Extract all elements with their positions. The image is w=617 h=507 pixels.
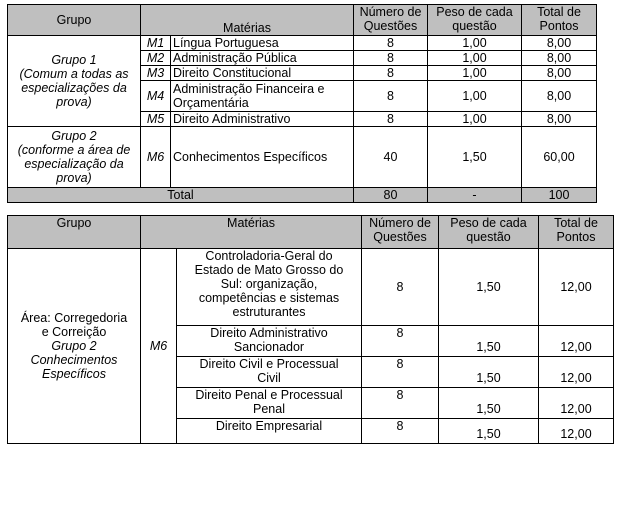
peso-value: 1,50	[428, 127, 522, 188]
header-grupo: Grupo	[8, 216, 141, 249]
materia-line: Orçamentária	[173, 96, 249, 110]
materia-name: Administração Pública	[171, 51, 354, 66]
header-peso: Peso de cada questão	[428, 5, 522, 36]
pontos-value: 8,00	[522, 36, 597, 51]
materia-line: Direito Penal e Processual	[195, 388, 343, 402]
materia-line: Sul: organização,	[220, 277, 318, 291]
materia-code: M5	[141, 112, 171, 127]
total-row	[8, 188, 597, 203]
grupo2-cell	[8, 127, 141, 188]
grupo2-line: Grupo 2	[51, 129, 97, 143]
area-cell	[8, 249, 141, 444]
materia-line: Penal	[253, 402, 285, 416]
grupo1-line: prova)	[56, 95, 92, 109]
peso-value: 1,50	[439, 388, 539, 419]
materia-name: Direito Constitucional	[171, 66, 354, 81]
materia-name	[177, 357, 362, 388]
materia-code: M3	[141, 66, 171, 81]
specific-knowledge-table	[7, 215, 614, 444]
total-questoes: 80	[354, 188, 428, 203]
header-peso: Peso de cada questão	[439, 216, 539, 249]
materia-name	[177, 388, 362, 419]
pontos-value: 12,00	[539, 388, 614, 419]
pontos-value: 12,00	[539, 326, 614, 357]
materia-name: Língua Portuguesa	[171, 36, 354, 51]
table-header-row	[8, 216, 614, 249]
materia-line: Administração Financeira e	[173, 82, 325, 96]
questoes-value: 8	[354, 51, 428, 66]
materia-line: Civil	[257, 371, 281, 385]
questoes-value: 8	[362, 357, 439, 388]
materia-line: Sancionador	[233, 340, 305, 354]
pontos-value: 8,00	[522, 81, 597, 112]
questoes-value: 8	[354, 81, 428, 112]
area-line: e Correição	[41, 325, 107, 339]
materia-line: Direito Administrativo	[210, 326, 328, 340]
peso-value: 1,00	[428, 112, 522, 127]
materia-name	[177, 326, 362, 357]
materia-line: Direito Civil e Processual	[199, 357, 339, 371]
materia-name: Direito Administrativo	[171, 112, 354, 127]
questoes-value: 40	[354, 127, 428, 188]
questoes-value: 8	[354, 66, 428, 81]
total-label: Total	[8, 188, 354, 203]
materia-code: M1	[141, 36, 171, 51]
peso-value: 1,50	[439, 326, 539, 357]
header-total-pontos: Total de Pontos	[522, 5, 597, 36]
materia-line: estruturantes	[232, 305, 306, 319]
questoes-value: 8	[362, 326, 439, 357]
header-materias: Matérias	[141, 5, 354, 36]
questoes-value: 8	[362, 249, 439, 326]
table-row	[8, 36, 597, 51]
table-header-row	[8, 5, 597, 36]
grupo2-line: especialização da	[24, 157, 124, 171]
pontos-value: 8,00	[522, 51, 597, 66]
pontos-value: 60,00	[522, 127, 597, 188]
area-line: Específicos	[42, 367, 106, 381]
grupo2-line: (conforme a área de	[17, 143, 131, 157]
materia-line: competências e sistemas	[198, 291, 340, 305]
materia-line: Controladoria-Geral do	[205, 249, 333, 263]
table-row	[8, 127, 597, 188]
materia-code: M6	[141, 127, 171, 188]
materia-code: M2	[141, 51, 171, 66]
total-peso: -	[428, 188, 522, 203]
materia-name	[171, 81, 354, 112]
header-num-questoes: Número de Questões	[362, 216, 439, 249]
grupo2-line: prova)	[56, 171, 92, 185]
questoes-value: 8	[354, 112, 428, 127]
grupo1-line: especializações da	[21, 81, 127, 95]
table-row	[8, 249, 614, 326]
exam-structure-table	[7, 4, 597, 203]
peso-value: 1,50	[439, 357, 539, 388]
area-line: Conhecimentos	[30, 353, 118, 367]
peso-value: 1,00	[428, 36, 522, 51]
header-materias: Matérias	[141, 216, 362, 249]
materia-name	[177, 249, 362, 326]
pontos-value: 12,00	[539, 249, 614, 326]
area-line: Área: Corregedoria	[20, 311, 128, 325]
questoes-value: 8	[362, 388, 439, 419]
pontos-value: 12,00	[539, 419, 614, 444]
pontos-value: 8,00	[522, 66, 597, 81]
header-total-pontos: Total de Pontos	[539, 216, 614, 249]
header-num-questoes: Número de Questões	[354, 5, 428, 36]
questoes-value: 8	[362, 419, 439, 444]
questoes-value: 8	[354, 36, 428, 51]
peso-value: 1,00	[428, 66, 522, 81]
pontos-value: 12,00	[539, 357, 614, 388]
peso-value: 1,50	[439, 249, 539, 326]
peso-value: 1,00	[428, 81, 522, 112]
materia-code: M6	[141, 249, 177, 444]
materia-name: Conhecimentos Específicos	[171, 127, 354, 188]
grupo1-line: Grupo 1	[51, 53, 97, 67]
grupo1-cell	[8, 36, 141, 127]
area-line: Grupo 2	[51, 339, 97, 353]
header-grupo: Grupo	[8, 5, 141, 36]
materia-line: Estado de Mato Grosso do	[194, 263, 344, 277]
materia-name: Direito Empresarial	[177, 419, 362, 444]
total-pontos: 100	[522, 188, 597, 203]
materia-code: M4	[141, 81, 171, 112]
pontos-value: 8,00	[522, 112, 597, 127]
peso-value: 1,00	[428, 51, 522, 66]
grupo1-line: (Comum a todas as	[19, 67, 129, 81]
peso-value: 1,50	[439, 419, 539, 444]
